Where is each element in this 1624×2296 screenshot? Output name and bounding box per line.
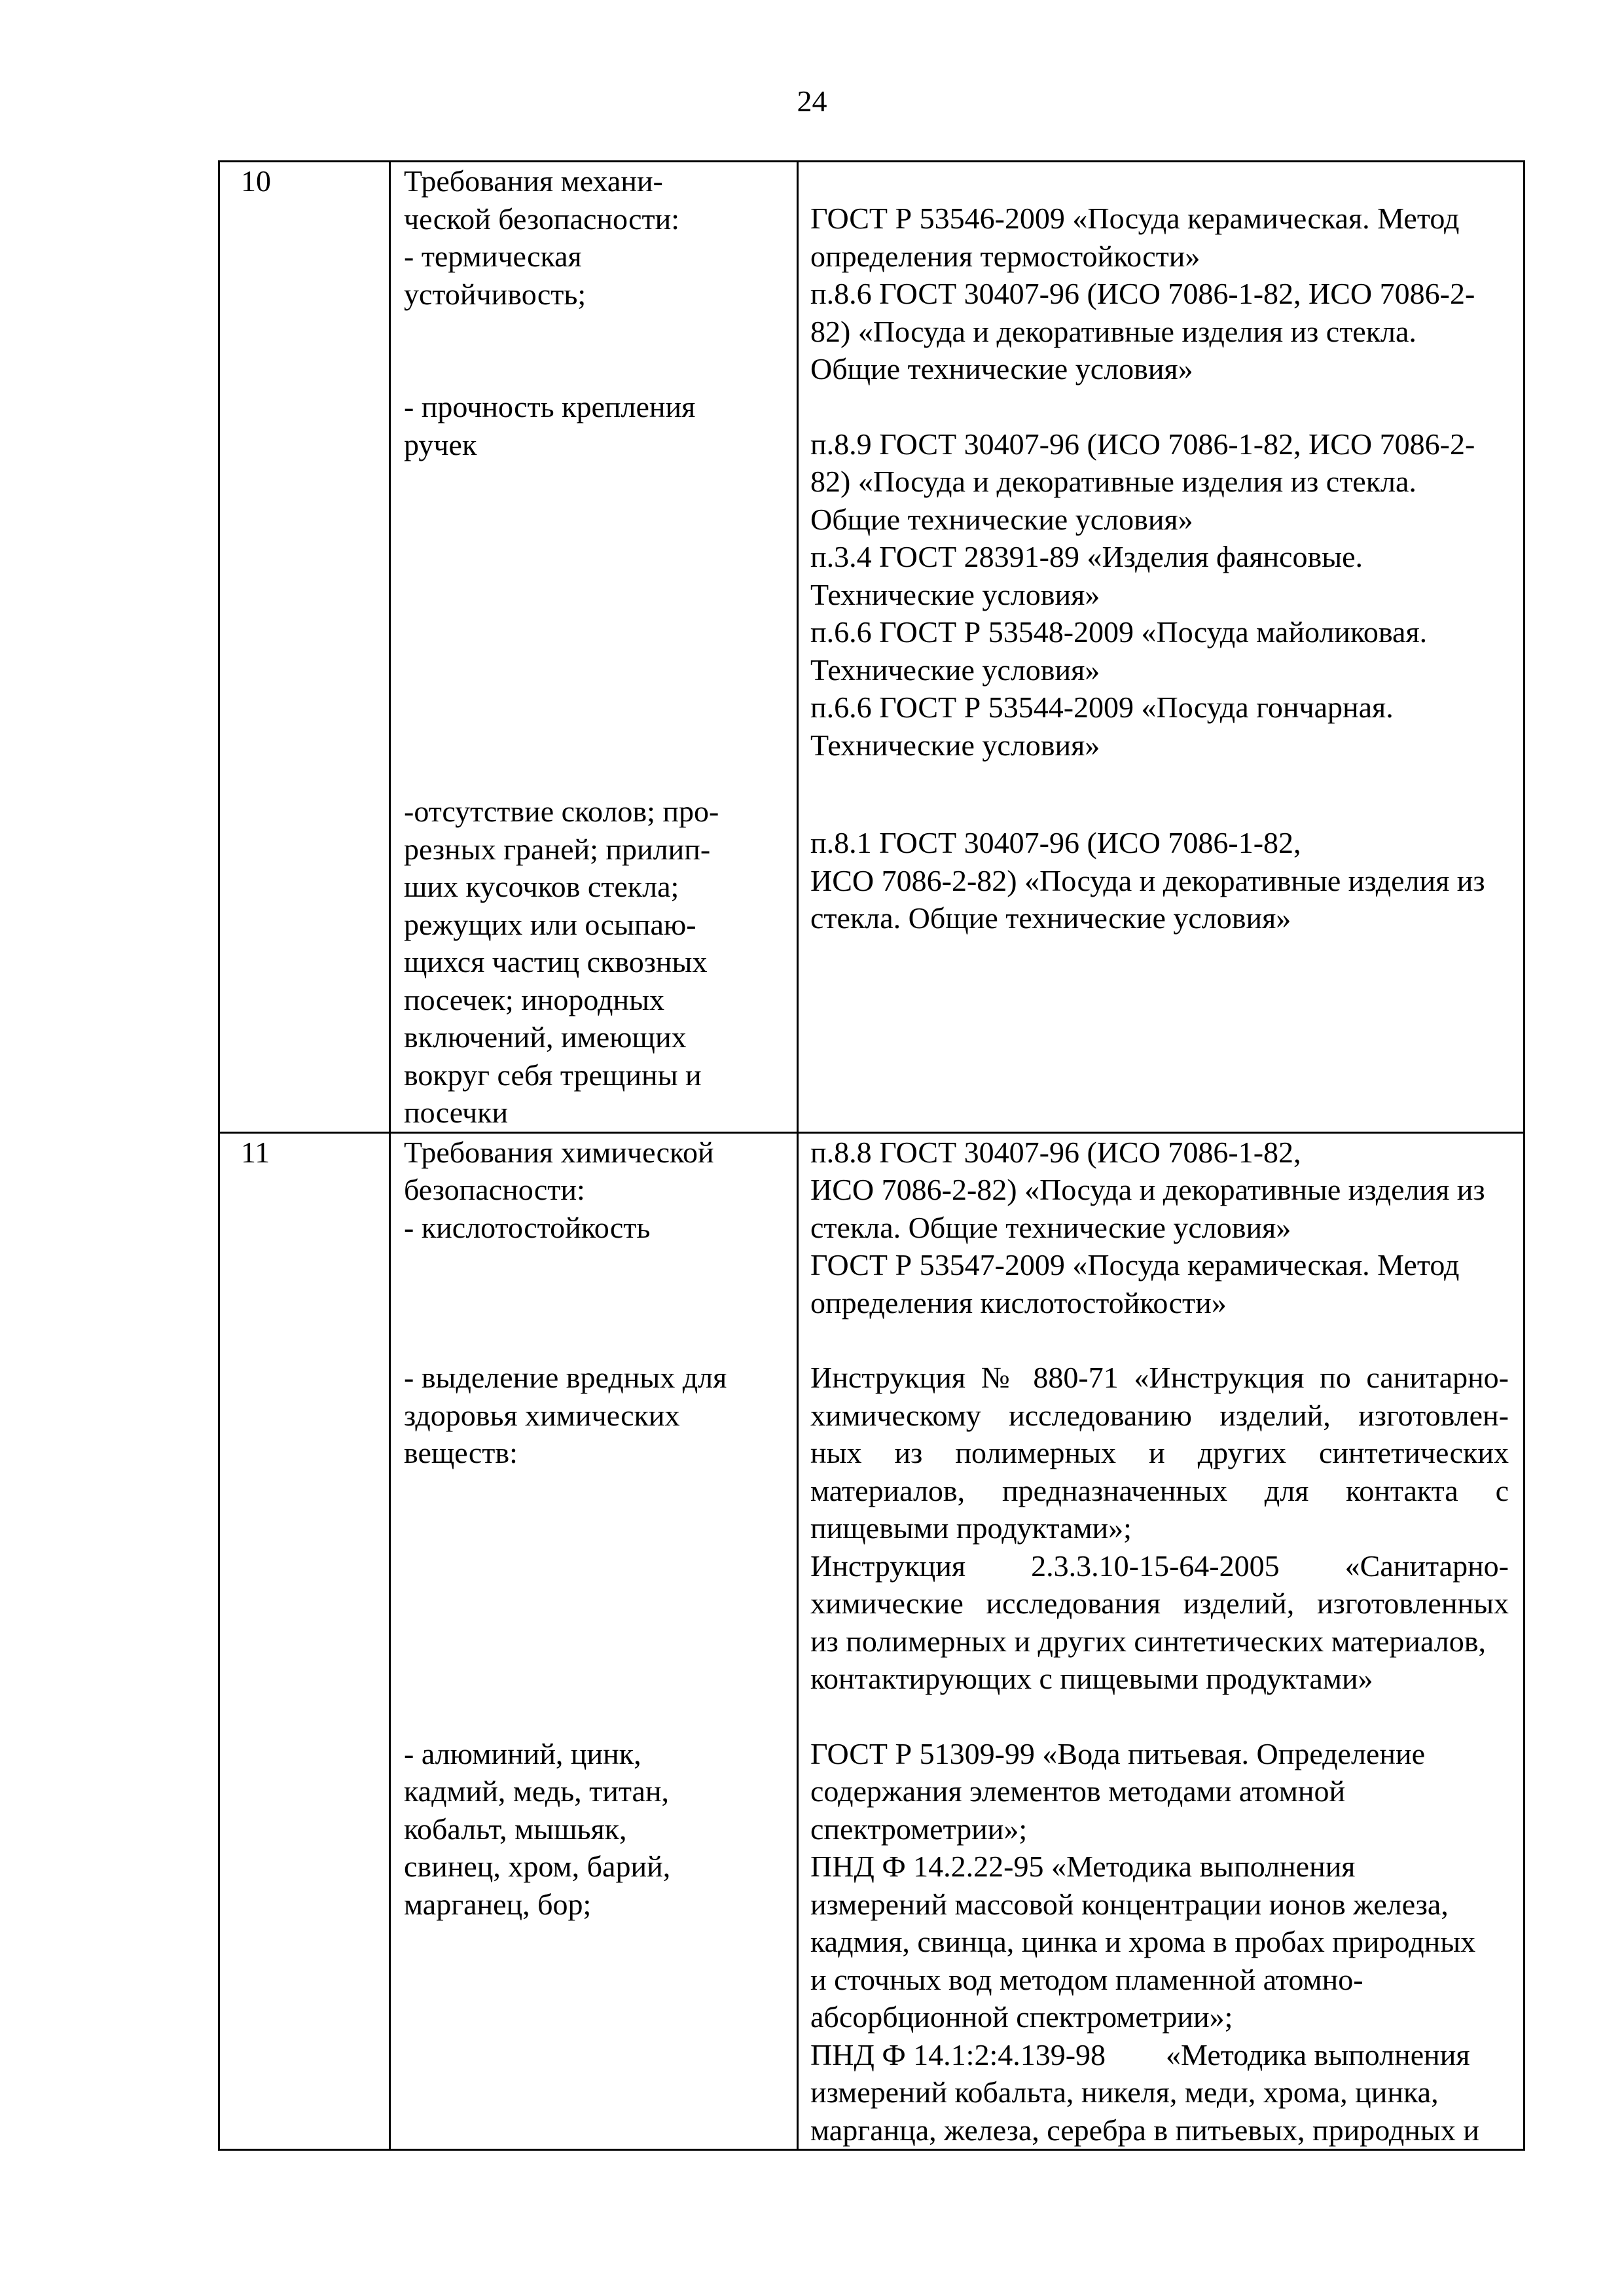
methods-cell <box>798 1132 1525 2150</box>
requirement-line: - прочность крепления <box>404 390 696 423</box>
requirement-line: кобальт, мышьяк, <box>404 1812 627 1846</box>
requirement-line: щихся частиц сквозных <box>404 945 708 978</box>
table-row <box>219 1132 1525 2150</box>
method-line: Технические условия» <box>810 577 1100 611</box>
method-line: кадмия, свинца, цинка и хрома в пробах природных <box>810 1925 1476 1958</box>
method-line: Инструкция № 880-71 «Инструкция по санитарно- <box>810 1361 1509 1394</box>
method-line: марганца, железа, серебра в питьевых, природных и <box>810 2113 1479 2147</box>
method-line: п.6.6 ГОСТ Р 53548-2009 «Посуда майоликовая. <box>810 615 1428 649</box>
method-line: п.8.9 ГОСТ 30407-96 (ИСО 7086-1-82, ИСО 7086-2- <box>810 427 1475 461</box>
requirement-line: веществ: <box>404 1436 518 1469</box>
method-line: Общие технические условия» <box>810 352 1193 386</box>
requirement-line: - выделение вредных для <box>404 1361 727 1394</box>
method-line: химические исследования изделий, изготовленных <box>810 1587 1509 1620</box>
requirement-line: ших кусочков стекла; <box>404 870 679 903</box>
method-line: п.8.1 ГОСТ 30407-96 (ИСО 7086-1-82, <box>810 826 1301 859</box>
method-line: из полимерных и других синтетических материалов, <box>810 1624 1486 1658</box>
method-line: и сточных вод методом пламенной атомно- <box>810 1962 1363 1996</box>
method-line: ГОСТ Р 51309-99 «Вода питьевая. Определение <box>810 1736 1426 1770</box>
page-number: 24 <box>797 84 827 118</box>
requirement-cell <box>390 162 798 1133</box>
method-line: стекла. Общие технические условия» <box>810 901 1291 935</box>
requirement-line: - алюминий, цинк, <box>404 1736 641 1770</box>
method-line: ПНД Ф 14.1:2:4.139-98 «Методика выполнения <box>810 2037 1470 2072</box>
method-line: измерений кобальта, никеля, меди, хрома, цинка, <box>810 2075 1439 2109</box>
requirement-line: включений, имеющих <box>404 1020 687 1054</box>
requirement-line: Требования химической <box>404 1135 714 1169</box>
method-line: ГОСТ Р 53546-2009 «Посуда керамическая. Метод <box>810 202 1460 235</box>
requirement-line: вокруг себя трещины и <box>404 1058 702 1092</box>
row-number-cell: 10 <box>219 162 390 1133</box>
method-line: контактирующих с пищевыми продуктами» <box>810 1662 1373 1695</box>
method-line: ГОСТ Р 53547-2009 «Посуда керамическая. Метод <box>810 1248 1460 1282</box>
method-line: п.8.8 ГОСТ 30407-96 (ИСО 7086-1-82, <box>810 1135 1301 1169</box>
method-line: измерений массовой концентрации ионов железа, <box>810 1887 1449 1921</box>
method-line: п.3.4 ГОСТ 28391-89 «Изделия фаянсовые. <box>810 540 1363 573</box>
requirement-line: посечек; инородных <box>404 982 665 1016</box>
requirement-line: резных граней; прилип- <box>404 832 711 866</box>
method-line: ПНД Ф 14.2.22-95 «Методика выполнения <box>810 1850 1356 1883</box>
method-line: ИСО 7086-2-82) «Посуда и декоративные изделия из <box>810 1173 1485 1206</box>
method-line: абсорбционной спектрометрии»; <box>810 2000 1233 2034</box>
requirement-line: - термическая <box>404 240 582 273</box>
method-line: Инструкция 2.3.3.10-15-64-2005 «Санитарно- <box>810 1549 1509 1583</box>
method-line: стекла. Общие технические условия» <box>810 1210 1291 1244</box>
requirement-line: ческой безопасности: <box>404 202 680 236</box>
requirement-line: режущих или осыпаю- <box>404 907 696 941</box>
method-line: ИСО 7086-2-82) «Посуда и декоративные изделия из <box>810 863 1485 897</box>
method-line: Технические условия» <box>810 653 1100 687</box>
requirement-line: посечки <box>404 1096 509 1129</box>
method-line: материалов, предназначенных для контакта с <box>810 1473 1509 1507</box>
requirement-line: Требования механи- <box>404 164 663 198</box>
method-line: Технические условия» <box>810 728 1100 762</box>
requirement-line: марганец, бор; <box>404 1887 592 1921</box>
requirement-line: устойчивость; <box>404 277 586 311</box>
method-line: 82) «Посуда и декоративные изделия из стекла. <box>810 314 1416 348</box>
method-line: ных из полимерных и других синтетических <box>810 1436 1509 1469</box>
requirement-line: - кислотостойкость <box>404 1210 651 1244</box>
requirement-line: безопасности: <box>404 1173 585 1206</box>
method-line: п.6.6 ГОСТ Р 53544-2009 «Посуда гончарная. <box>810 691 1394 724</box>
requirement-cell <box>390 1132 798 2150</box>
requirement-line: кадмий, медь, титан, <box>404 1774 670 1808</box>
requirement-line: ручек <box>404 427 477 461</box>
method-line: Общие технические условия» <box>810 502 1193 536</box>
method-line: п.8.6 ГОСТ 30407-96 (ИСО 7086-1-82, ИСО 7086-2- <box>810 277 1475 310</box>
method-line: определения кислотостойкости» <box>810 1285 1227 1319</box>
methods-cell <box>798 162 1525 1133</box>
method-line: содержания элементов методами атомной <box>810 1774 1346 1808</box>
method-line: определения термостойкости» <box>810 239 1200 273</box>
requirement-line: здоровья химических <box>404 1398 680 1432</box>
requirements-table <box>218 160 1525 2151</box>
method-line: спектрометрии»; <box>810 1812 1028 1846</box>
method-line: 82) «Посуда и декоративные изделия из стекла. <box>810 465 1416 498</box>
requirement-line: свинец, хром, барий, <box>404 1850 671 1883</box>
method-line: химическому исследованию изделий, изготовлен- <box>810 1398 1509 1432</box>
method-line: пищевыми продуктами»; <box>810 1511 1132 1545</box>
row-number-cell: 11 <box>219 1132 390 2150</box>
requirement-line: -отсутствие сколов; про- <box>404 795 719 828</box>
table-row <box>219 162 1525 1133</box>
